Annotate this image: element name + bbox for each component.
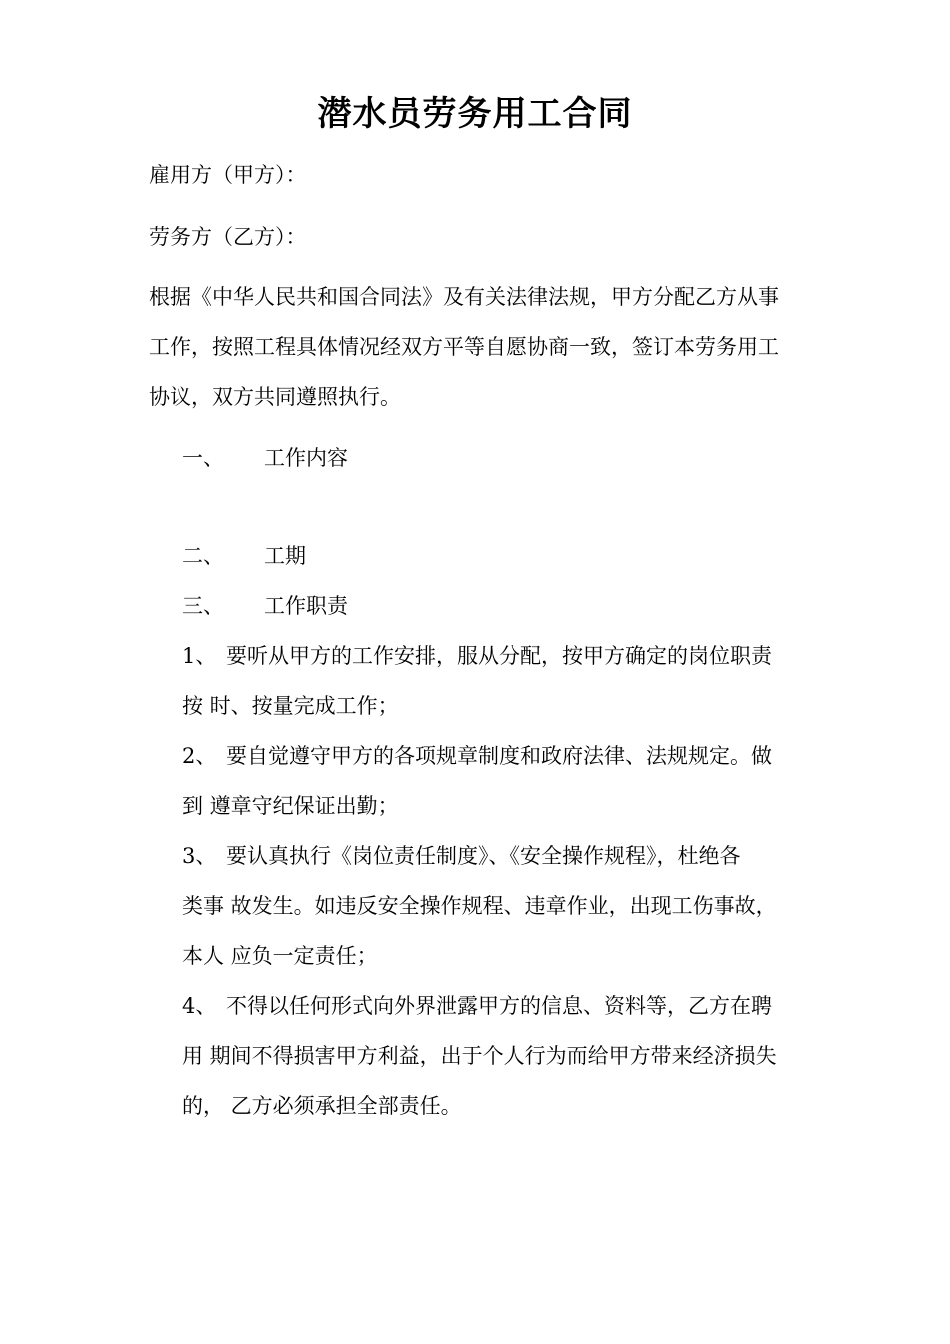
duty-item-2 <box>182 731 842 831</box>
duty-text: 的， 乙方必须承担全部责任。 <box>182 1094 462 1118</box>
section-number: 二、 <box>182 544 224 568</box>
section-heading-period <box>182 536 306 576</box>
preamble-line: 根据《中华人民共和国合同法》及有关法律法规，甲方分配乙方从事 <box>149 285 779 309</box>
section-number: 三、 <box>182 594 224 618</box>
duty-number: 4、 <box>182 994 217 1018</box>
duty-text: 到 遵章守纪保证出勤； <box>182 794 399 818</box>
section-title: 工作职责 <box>264 594 348 618</box>
duty-text: 本人 应负一定责任； <box>182 944 378 968</box>
duty-item-4 <box>182 981 842 1131</box>
duty-text: 要自觉遵守甲方的各项规章制度和政府法律、法规规定。做 <box>226 744 772 768</box>
document-title: 潜水员劳务用工合同 <box>317 94 633 134</box>
duty-text: 类事 故发生。如违反安全操作规程、违章作业，出现工伤事故， <box>182 894 777 918</box>
section-title: 工作内容 <box>264 446 348 470</box>
party-a-line: 雇用方（甲方）： <box>149 163 307 187</box>
duty-number: 3、 <box>182 844 217 868</box>
duty-text: 用 期间不得损害甲方利益，出于个人行为而给甲方带来经济损失 <box>182 1044 777 1068</box>
duty-text: 要听从甲方的工作安排，服从分配，按甲方确定的岗位职责 <box>226 644 772 668</box>
party-b-line: 劳务方（乙方）： <box>149 225 307 249</box>
duty-text: 按 时、按量完成工作； <box>182 694 399 718</box>
section-number: 一、 <box>182 446 224 470</box>
preamble-line: 工作，按照工程具体情况经双方平等自愿协商一致，签订本劳务用工 <box>149 335 779 359</box>
duty-text: 不得以任何形式向外界泄露甲方的信息、资料等，乙方在聘 <box>226 994 772 1018</box>
preamble-paragraph <box>149 272 839 422</box>
duty-item-1 <box>182 631 842 731</box>
preamble-line: 协议，双方共同遵照执行。 <box>149 385 401 409</box>
section-heading-work-content <box>182 438 348 478</box>
section-title: 工期 <box>264 544 306 568</box>
duty-item-3 <box>182 831 842 981</box>
duty-number: 1、 <box>182 644 217 668</box>
duty-number: 2、 <box>182 744 217 768</box>
duty-text: 要认真执行《岗位责任制度》、《安全操作规程》，杜绝各 <box>226 844 741 868</box>
section-heading-duties <box>182 586 348 626</box>
